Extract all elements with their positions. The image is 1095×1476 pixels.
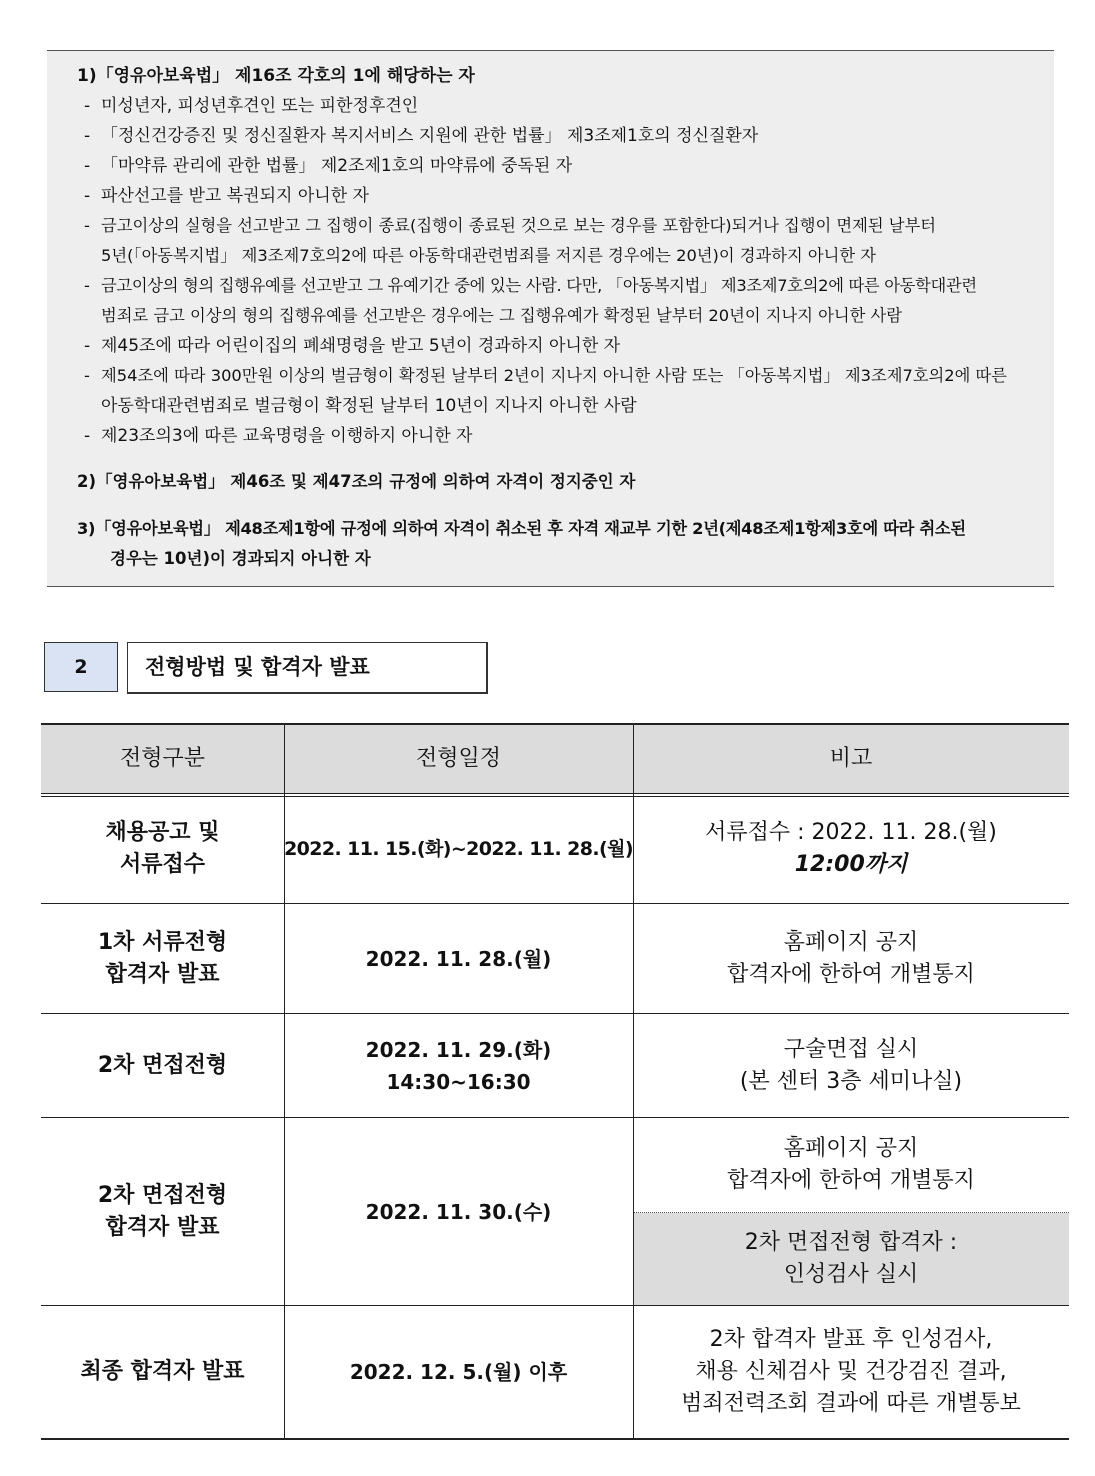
- table-row-date: 2022. 11. 15.(화)~2022. 11. 28.(월): [284, 838, 633, 860]
- criteria-bullet-cont: 아동학대관련범죄로 벌금형이 확정된 날부터 10년이 지나지 아니한 사람: [101, 396, 637, 416]
- table-row-note: 홈페이지 공지 합격자에 한하여 개별통지: [727, 1136, 975, 1193]
- schedule-table: [41, 723, 1069, 1440]
- table-row-stage: 2차 면접전형 합격자 발표: [97, 1182, 228, 1240]
- criteria-bullet: - 금고이상의 형의 집행유예를 선고받고 그 유예기간 중에 있는 사람. 다만, 「아동복지법」 제3조제7호의2에 따른 아동학대관련: [84, 276, 977, 295]
- criteria-bullet: - 제23조의3에 따른 교육명령을 이행하지 아니한 자: [84, 426, 473, 446]
- criteria-bullet: - 금고이상의 실형을 선고받고 그 집행이 종료(집행이 종료된 것으로 보는 경우를 포함한다)되거나 집행이 면제된 날부터: [84, 216, 936, 235]
- criteria-bullet: - 「정신건강증진 및 정신질환자 복지서비스 지원에 관한 법률」 제3조제1호의 정신질환자: [84, 126, 759, 146]
- criteria-bullet: - 제54조에 따라 300만원 이상의 벌금형이 확정된 날부터 2년이 지나지 아니한 사람 또는 「아동복지법」 제3조제7호의2에 따른: [84, 366, 1007, 385]
- criteria-bullet: - 미성년자, 피성년후견인 또는 피한정후견인: [84, 96, 419, 116]
- table-bottom-border: [41, 1438, 1069, 1440]
- header-date: 전형일정: [415, 745, 501, 771]
- criteria-bullet: - 제45조에 따라 어린이집의 폐쇄명령을 받고 5년이 경과하지 아니한 자: [84, 336, 621, 356]
- table-row-stage: 채용공고 및 서류접수: [105, 820, 220, 877]
- criteria-bullet-cont: 범죄로 금고 이상의 형의 집행유예를 선고받은 경우에는 그 집행유예가 확정된 날부터 20년이 지나지 아니한 사람: [101, 306, 902, 325]
- table-row-date: 2022. 11. 28.(월): [365, 946, 552, 971]
- table-row-note: 구술면접 실시 (본 센터 3층 세미나실): [739, 1036, 963, 1094]
- section-number: 2: [44, 642, 118, 692]
- criteria-item2-title: 2)「영유아보육법」 제46조 및 제47조의 규정에 의하여 자격이 정지중인 자: [77, 472, 636, 491]
- criteria-item3-title: 3)「영유아보육법」 제48조제1항에 규정에 의하여 자격이 취소된 후 자격 재교부 기한 2년(제48조제1항제3호에 따라 취소된: [77, 519, 966, 538]
- section-title: 전형방법 및 합격자 발표: [127, 642, 488, 694]
- criteria-bullet: - 파산선고를 받고 복권되지 아니한 자: [84, 186, 369, 206]
- table-row-date: 2022. 11. 30.(수): [365, 1199, 552, 1224]
- table-row-note: 2차 합격자 발표 후 인성검사, 채용 신체검사 및 건강검진 결과, 범죄전력조회 결과에 따른 개별통보: [681, 1327, 1021, 1416]
- header-stage: 전형구분: [119, 745, 205, 771]
- header-note: 비고: [829, 745, 873, 771]
- table-row-note: 서류접수 : 2022. 11. 28.(월) 12:00까지: [633, 795, 1069, 903]
- table-row-date: 2022. 12. 5.(월) 이후: [349, 1360, 568, 1384]
- table-row-stage: 2차 면접전형: [97, 1052, 228, 1078]
- table-row-note: 홈페이지 공지 합격자에 한하여 개별통지: [727, 929, 975, 987]
- criteria-item1-title: 1)「영유아보육법」 제16조 각호의 1에 해당하는 자: [77, 66, 475, 86]
- table-row-date: 2022. 11. 29.(화) 14:30~16:30: [365, 1037, 552, 1094]
- table-row-note-extra: 2차 면접전형 합격자 : 인성검사 실시: [744, 1230, 958, 1287]
- table-row-stage: 1차 서류전형 합격자 발표: [97, 929, 228, 987]
- table-row-stage: 최종 합격자 발표: [80, 1359, 245, 1384]
- deadline-time: 12:00까지: [794, 852, 908, 877]
- criteria-bullet-cont: 5년(「아동복지법」 제3조제7호의2에 따른 아동학대관련범죄를 저지른 경우에는 20년)이 경과하지 아니한 자: [101, 246, 876, 265]
- criteria-item3-cont: 경우는 10년)이 경과되지 아니한 자: [110, 549, 371, 568]
- criteria-bullet: - 「마약류 관리에 관한 법률」 제2조제1호의 마약류에 중독된 자: [84, 156, 573, 176]
